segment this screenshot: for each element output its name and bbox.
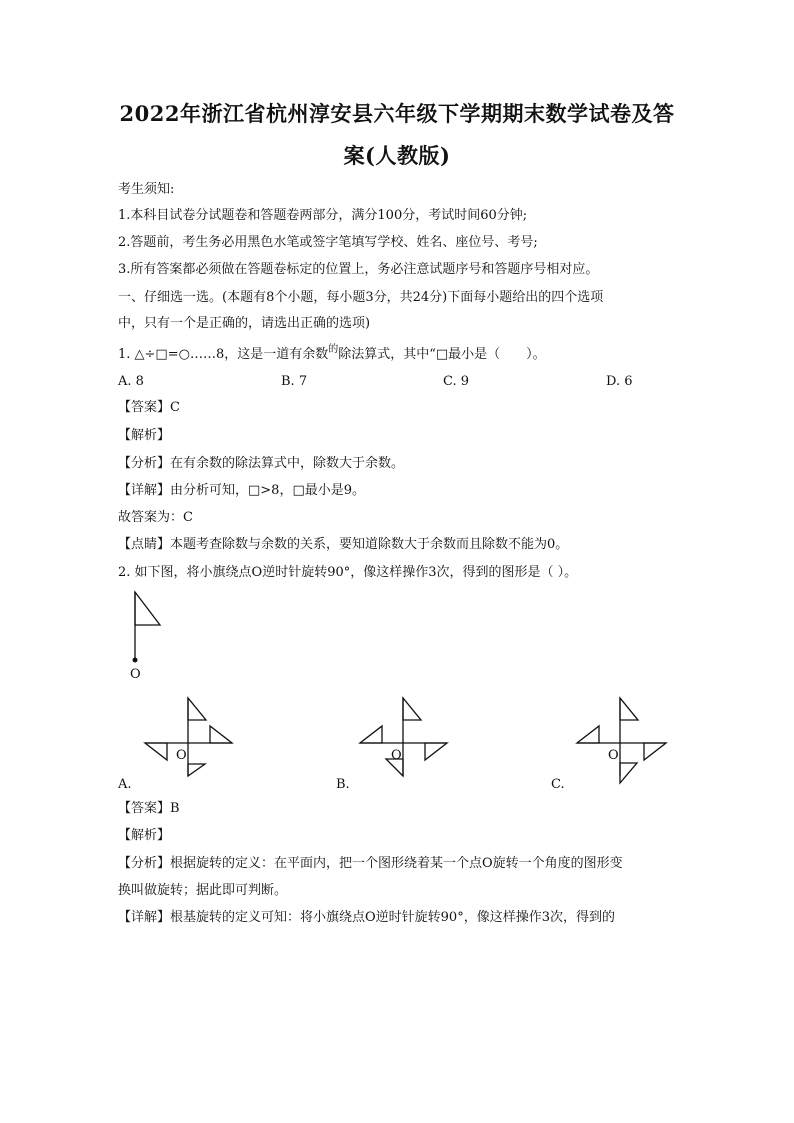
point-label: O: [130, 667, 141, 682]
flag-c-right: [644, 743, 666, 760]
option-a-figure: [135, 693, 255, 793]
q1-option-a: A. 8: [118, 374, 144, 389]
title-line-2: 案(人教版): [343, 143, 451, 168]
q2-xiangjie: 【详解】根基旋转的定义可知：将小旗绕点O逆时针旋转90°，像这样操作3次，得到的: [118, 910, 615, 925]
q1-answer: 【答案】C: [118, 400, 180, 415]
note-item-1: 1.本科目试卷分试题卷和答题卷两部分，满分100分，考试时间60分钟;: [118, 208, 528, 223]
q1-stem-part-b: 除法算式，其中“□最小是（ ）。: [338, 347, 546, 362]
q1-fenxi: 【分析】在有余数的除法算式中，除数大于余数。: [118, 456, 405, 471]
q1-guda: 故答案为：C: [118, 510, 193, 525]
flag-a-right: [210, 726, 232, 743]
option-c-point-label: O: [608, 748, 619, 763]
flag-c-bottom: [620, 763, 637, 783]
rotation-point: [133, 658, 138, 663]
q2-jiexi: 【解析】: [118, 828, 171, 843]
flag-a-top: [188, 698, 206, 720]
notes-heading: 考生须知:: [118, 182, 175, 197]
question-1-stem: [118, 346, 684, 365]
flag-b-left: [360, 726, 382, 743]
question-2-stem: 2. 如下图，将小旗绕点O逆时针旋转90°，像这样操作3次，得到的图形是（ ）。: [118, 565, 578, 580]
note-item-3: 3.所有答案都必须做在答题卷标定的位置上，务必注意试题序号和答题序号相对应。: [118, 262, 599, 277]
section-heading-line-1: 一、仔细选一选。(本题有8个小题，每小题3分，共24分)下面每小题给出的四个选项: [118, 290, 604, 305]
q2-option-b: B.: [336, 777, 350, 792]
option-b-point-label: O: [391, 748, 402, 763]
q1-jiexi: 【解析】: [118, 428, 171, 443]
q1-dianjing: 【点睛】本题考查除数与余数的关系，要知道除数大于余数而且除数不能为0。: [118, 537, 569, 552]
flag-c-top: [620, 698, 638, 720]
q2-option-c: C.: [551, 777, 565, 792]
q2-answer: 【答案】B: [118, 801, 180, 816]
q1-stem-small-char: 的: [328, 344, 339, 355]
flag-a-left: [145, 743, 167, 760]
flag-a-bottom: [188, 764, 205, 776]
title-line-1: 2022年浙江省杭州淳安县六年级下学期期末数学试卷及答: [119, 101, 675, 126]
flag-c-left: [577, 726, 599, 743]
flag-figure: [120, 590, 180, 685]
q2-fenxi-line-2: 换叫做旋转；据此即可判断。: [118, 883, 288, 898]
section-heading-line-2: 中，只有一个是正确的，请选出正确的选项): [118, 316, 371, 331]
flag-b-top: [403, 698, 421, 720]
option-b-figure: [350, 693, 470, 793]
q2-fenxi-line-1: 【分析】根据旋转的定义：在平面内，把一个图形绕着某一个点O旋转一个角度的图形变: [118, 856, 623, 871]
option-a-point-label: O: [176, 748, 187, 763]
flag-triangle: [135, 592, 160, 625]
q1-option-c: C. 9: [443, 374, 470, 389]
q1-stem-part-a: 1. △÷□=○……8，这是一道有余数: [118, 347, 329, 362]
q2-option-a: A.: [118, 777, 132, 792]
option-c-figure: [567, 693, 687, 793]
flag-b-right: [425, 743, 447, 760]
q1-option-b: B. 7: [281, 374, 308, 389]
q1-option-d: D. 6: [606, 374, 633, 389]
note-item-2: 2.答题前，考生务必用黑色水笔或签字笔填写学校、姓名、座位号、考号;: [118, 235, 538, 250]
q1-xiangjie: 【详解】由分析可知，□>8，□最小是9。: [118, 483, 366, 498]
